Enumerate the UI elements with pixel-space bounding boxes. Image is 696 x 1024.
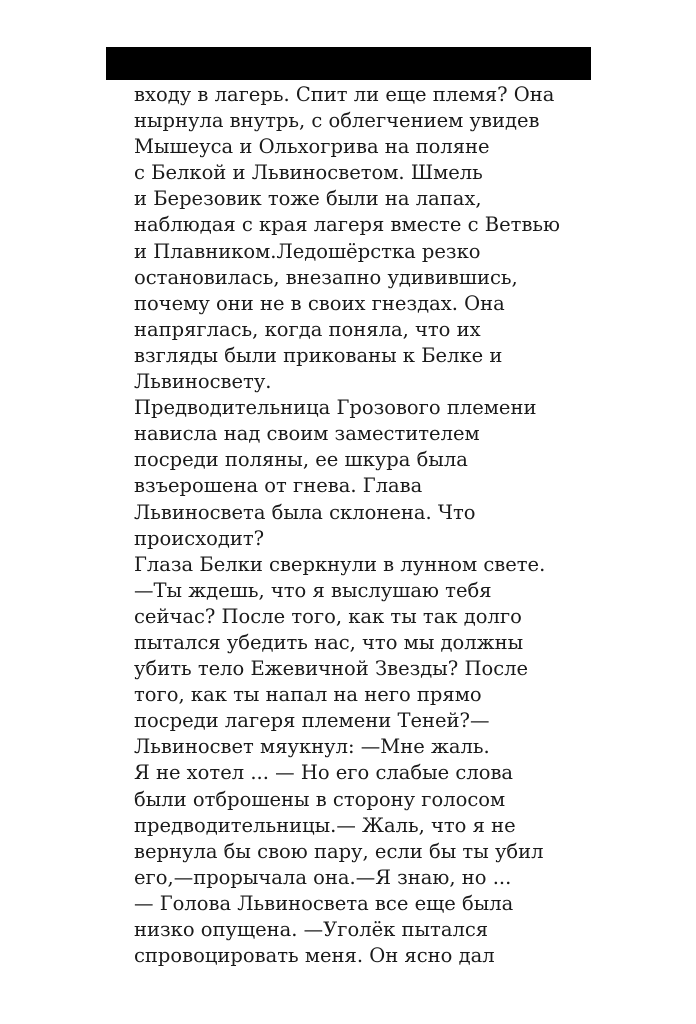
text-line: спровоцировать меня. Он ясно дал	[134, 944, 495, 968]
text-line: нырнула внутрь, с облегчением увидев	[134, 109, 540, 133]
text-line: его,—прорычала она.—Я знаю, но ...	[134, 865, 512, 889]
text-line: вернула бы свою пару, если бы ты убил	[134, 839, 544, 863]
text-line: происходит?	[134, 526, 265, 550]
text-line: низко опущена. —Уголёк пытался	[134, 918, 489, 941]
text-line: Мышеуса и Ольхогрива на поляне	[134, 135, 490, 159]
text-line: остановилась, внезапно удивившись,	[134, 265, 518, 289]
text-line: Львиносвет мяукнул: —Мне жаль.	[134, 735, 490, 759]
text-line: предводительницы.— Жаль, что я не	[134, 813, 516, 837]
text-line: были отброшены в сторону голосом	[134, 787, 506, 811]
text-line: — Голова Львиносвета все еще была	[134, 891, 514, 915]
text-line: посреди лагеря племени Теней?—	[134, 709, 490, 733]
text-line: взъерошена от гнева. Глава	[134, 474, 423, 498]
text-line: Глаза Белки сверкнули в лунном свете.	[134, 552, 546, 576]
redaction-bar	[106, 47, 591, 80]
text-line: входу в лагерь. Спит ли еще племя? Она	[134, 83, 555, 106]
text-line: напряглась, когда поняла, что их	[134, 317, 481, 341]
text-line: и Березовик тоже были на лапах,	[134, 187, 482, 211]
text-line: —Ты ждешь, что я выслушаю тебя	[134, 578, 492, 602]
text-line: того, как ты напал на него прямо	[134, 683, 482, 707]
text-line: нависла над своим заместителем	[134, 422, 480, 446]
text-line: убить тело Ежевичной Звезды? После	[134, 657, 529, 681]
text-line: Предводительница Грозового племени	[134, 396, 537, 420]
text-line: Я не хотел ... — Но его слабые слова	[134, 761, 514, 785]
document-text	[134, 82, 584, 969]
text-line: пытался убедить нас, что мы должны	[134, 630, 524, 654]
text-line: и Плавником.Ледошёрстка резко	[134, 239, 481, 263]
text-line: Львиносвета была склонена. Что	[134, 500, 476, 524]
text-line: посреди поляны, ее шкура была	[134, 448, 468, 472]
text-line: наблюдая с края лагеря вместе с Ветвью	[134, 213, 561, 237]
text-line: Львиносвету.	[134, 370, 272, 394]
text-line: взгляды были прикованы к Белке и	[134, 343, 503, 367]
text-line: с Белкой и Львиносветом. Шмель	[134, 161, 483, 185]
text-line: почему они не в своих гнездах. Она	[134, 291, 505, 315]
text-line: сейчас? После того, как ты так долго	[134, 604, 522, 628]
